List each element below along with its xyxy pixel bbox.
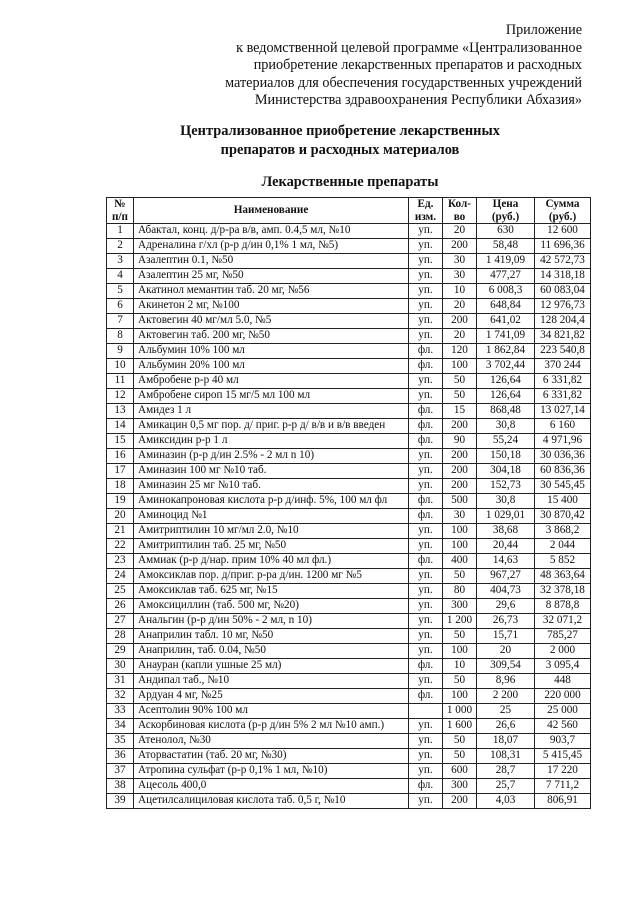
cell-price: 30,8 [477, 419, 535, 434]
cell-price: 18,07 [477, 734, 535, 749]
cell-number: 16 [107, 449, 134, 464]
cell-sum: 32 378,18 [535, 584, 591, 599]
cell-price: 309,54 [477, 659, 535, 674]
table-row [107, 524, 591, 539]
cell-sum: 6 160 [535, 419, 591, 434]
header-price: Цена (руб.) [477, 198, 535, 224]
cell-name: Акинетон 2 мг, №100 [134, 299, 409, 314]
cell-name: Амикацин 0,5 мг пор. д/ приг. р-р д/ в/в и в/в введен [134, 419, 409, 434]
table-row [107, 404, 591, 419]
cell-number: 2 [107, 239, 134, 254]
cell-sum: 5 852 [535, 554, 591, 569]
header-name: Наименование [134, 198, 409, 224]
header-sum: Сумма (руб.) [535, 198, 591, 224]
cell-number: 19 [107, 494, 134, 509]
table-row [107, 509, 591, 524]
cell-number: 8 [107, 329, 134, 344]
cell-name: Абактал, конц. д/р-ра в/в, амп. 0.4,5 мл, №10 [134, 224, 409, 239]
cell-price: 126,64 [477, 374, 535, 389]
cell-quantity: 200 [443, 794, 477, 809]
cell-number: 25 [107, 584, 134, 599]
table-row [107, 719, 591, 734]
cell-unit: фл. [409, 779, 443, 794]
header-quantity: Кол- во [443, 198, 477, 224]
cell-name: Амитриптилин 10 мг/мл 2.0, №10 [134, 524, 409, 539]
cell-name: Аминоцид №1 [134, 509, 409, 524]
cell-number: 4 [107, 269, 134, 284]
header-unit: Ед. изм. [409, 198, 443, 224]
cell-sum: 5 415,45 [535, 749, 591, 764]
table-row [107, 269, 591, 284]
cell-number: 9 [107, 344, 134, 359]
cell-quantity: 200 [443, 449, 477, 464]
cell-price: 404,73 [477, 584, 535, 599]
cell-number: 1 [107, 224, 134, 239]
cell-unit: фл. [409, 344, 443, 359]
cell-number: 29 [107, 644, 134, 659]
cell-sum: 42 560 [535, 719, 591, 734]
cell-number: 28 [107, 629, 134, 644]
cell-quantity: 400 [443, 554, 477, 569]
table-row [107, 794, 591, 809]
table-row [107, 539, 591, 554]
cell-price: 38,68 [477, 524, 535, 539]
cell-name: Амоксиклав пор. д/приг. р-ра д/ин. 1200 мг №5 [134, 569, 409, 584]
cell-number: 27 [107, 614, 134, 629]
cell-name: Анаприлин, таб. 0.04, №50 [134, 644, 409, 659]
cell-name: Аторвастатин (таб. 20 мг, №30) [134, 749, 409, 764]
cell-price: 150,18 [477, 449, 535, 464]
cell-quantity: 80 [443, 584, 477, 599]
cell-name: Амоксиклав таб. 625 мг, №15 [134, 584, 409, 599]
cell-unit: уп. [409, 299, 443, 314]
cell-number: 6 [107, 299, 134, 314]
cell-price: 58,48 [477, 239, 535, 254]
table-row [107, 254, 591, 269]
cell-number: 38 [107, 779, 134, 794]
cell-sum: 8 878,8 [535, 599, 591, 614]
cell-price: 30,8 [477, 494, 535, 509]
annex-line: Приложение [505, 22, 582, 38]
cell-price: 8,96 [477, 674, 535, 689]
cell-name: Анаприлин табл. 10 мг, №50 [134, 629, 409, 644]
cell-name: Альбумин 20% 100 мл [134, 359, 409, 374]
table-row [107, 479, 591, 494]
cell-price: 126,64 [477, 389, 535, 404]
cell-unit: фл. [409, 434, 443, 449]
cell-price: 20 [477, 644, 535, 659]
annex-line: Министерства здравоохранения Республики Абхазия» [254, 92, 582, 109]
table-row [107, 344, 591, 359]
cell-sum: 17 220 [535, 764, 591, 779]
cell-name: Акатинол мемантин таб. 20 мг, №56 [134, 284, 409, 299]
table-row [107, 734, 591, 749]
cell-sum: 3 868,2 [535, 524, 591, 539]
cell-quantity: 1 000 [443, 704, 477, 719]
cell-quantity: 300 [443, 599, 477, 614]
cell-quantity: 50 [443, 374, 477, 389]
cell-unit: уп. [409, 644, 443, 659]
annex-note [142, 22, 582, 110]
cell-quantity: 20 [443, 224, 477, 239]
cell-name: Альбумин 10% 100 мл [134, 344, 409, 359]
cell-sum: 785,27 [535, 629, 591, 644]
cell-unit: уп. [409, 764, 443, 779]
cell-unit: уп. [409, 794, 443, 809]
cell-price: 20,44 [477, 539, 535, 554]
cell-price: 967,27 [477, 569, 535, 584]
cell-unit: уп. [409, 239, 443, 254]
cell-number: 35 [107, 734, 134, 749]
cell-name: Азалептин 0.1, №50 [134, 254, 409, 269]
table-row [107, 779, 591, 794]
cell-price: 648,84 [477, 299, 535, 314]
cell-number: 31 [107, 674, 134, 689]
cell-name: Актовегин таб. 200 мг, №50 [134, 329, 409, 344]
cell-number: 20 [107, 509, 134, 524]
cell-quantity: 200 [443, 239, 477, 254]
cell-name: Амоксициллин (таб. 500 мг, №20) [134, 599, 409, 614]
cell-unit: уп. [409, 224, 443, 239]
cell-name: Анальгин (р-р д/ин 50% - 2 мл, n 10) [134, 614, 409, 629]
cell-price: 304,18 [477, 464, 535, 479]
cell-number: 21 [107, 524, 134, 539]
cell-sum: 11 696,36 [535, 239, 591, 254]
cell-sum: 30 036,36 [535, 449, 591, 464]
cell-sum: 12 600 [535, 224, 591, 239]
cell-quantity: 20 [443, 299, 477, 314]
cell-sum: 806,91 [535, 794, 591, 809]
cell-number: 34 [107, 719, 134, 734]
cell-name: Амбробене сироп 15 мг/5 мл 100 мл [134, 389, 409, 404]
cell-unit: уп. [409, 734, 443, 749]
document-title [0, 122, 640, 159]
cell-quantity: 50 [443, 389, 477, 404]
table-row [107, 329, 591, 344]
annex-line: материалов для обеспечения государственных учреждений [225, 74, 582, 91]
table-row [107, 494, 591, 509]
cell-sum: 42 572,73 [535, 254, 591, 269]
cell-sum: 128 204,4 [535, 314, 591, 329]
cell-quantity: 200 [443, 419, 477, 434]
table-row [107, 704, 591, 719]
cell-sum: 2 000 [535, 644, 591, 659]
cell-sum: 30 545,45 [535, 479, 591, 494]
table-row [107, 749, 591, 764]
cell-name: Азалептин 25 мг, №50 [134, 269, 409, 284]
cell-price: 630 [477, 224, 535, 239]
cell-quantity: 50 [443, 749, 477, 764]
cell-number: 30 [107, 659, 134, 674]
table-row [107, 554, 591, 569]
cell-sum: 223 540,8 [535, 344, 591, 359]
cell-price: 6 008,3 [477, 284, 535, 299]
table-row [107, 239, 591, 254]
cell-sum: 448 [535, 674, 591, 689]
cell-number: 22 [107, 539, 134, 554]
cell-name: Аскорбиновая кислота (р-р д/ин 5% 2 мл №10 амп.) [134, 719, 409, 734]
cell-sum: 12 976,73 [535, 299, 591, 314]
cell-price: 25,7 [477, 779, 535, 794]
table-row [107, 374, 591, 389]
table-row [107, 299, 591, 314]
cell-number: 32 [107, 689, 134, 704]
cell-quantity: 50 [443, 674, 477, 689]
cell-sum: 2 044 [535, 539, 591, 554]
drugs-table [106, 197, 591, 809]
cell-unit: уп. [409, 674, 443, 689]
cell-price: 29,6 [477, 599, 535, 614]
cell-price: 4,03 [477, 794, 535, 809]
cell-price: 477,27 [477, 269, 535, 284]
cell-quantity: 1 600 [443, 719, 477, 734]
cell-sum: 3 095,4 [535, 659, 591, 674]
cell-quantity: 100 [443, 689, 477, 704]
cell-name: Ацетилсалициловая кислота таб. 0,5 г, №10 [134, 794, 409, 809]
table-row [107, 284, 591, 299]
title-line: Централизованное приобретение лекарственных [180, 123, 500, 139]
cell-quantity: 1 200 [443, 614, 477, 629]
cell-unit: уп. [409, 584, 443, 599]
table-row [107, 389, 591, 404]
cell-sum: 370 244 [535, 359, 591, 374]
cell-quantity: 50 [443, 629, 477, 644]
cell-name: Атенолол, №30 [134, 734, 409, 749]
cell-price: 108,31 [477, 749, 535, 764]
cell-unit: уп. [409, 524, 443, 539]
cell-unit: уп. [409, 374, 443, 389]
cell-sum: 6 331,82 [535, 389, 591, 404]
cell-unit: фл. [409, 359, 443, 374]
cell-number: 10 [107, 359, 134, 374]
cell-quantity: 300 [443, 779, 477, 794]
cell-quantity: 200 [443, 479, 477, 494]
cell-name: Аммиак (р-р д/нар. прим 10% 40 мл фл.) [134, 554, 409, 569]
table-row [107, 629, 591, 644]
cell-number: 36 [107, 749, 134, 764]
cell-quantity: 200 [443, 464, 477, 479]
cell-quantity: 20 [443, 329, 477, 344]
cell-price: 15,71 [477, 629, 535, 644]
cell-unit: уп. [409, 599, 443, 614]
cell-number: 15 [107, 434, 134, 449]
cell-name: Ацесоль 400,0 [134, 779, 409, 794]
cell-name: Ардуан 4 мг, №25 [134, 689, 409, 704]
cell-number: 3 [107, 254, 134, 269]
cell-quantity: 15 [443, 404, 477, 419]
cell-price: 25 [477, 704, 535, 719]
header-number: № п/п [107, 198, 134, 224]
cell-name: Анауран (капли ушные 25 мл) [134, 659, 409, 674]
cell-name: Аминазин 100 мг №10 таб. [134, 464, 409, 479]
table-row [107, 359, 591, 374]
cell-sum: 60 836,36 [535, 464, 591, 479]
cell-quantity: 500 [443, 494, 477, 509]
cell-price: 3 702,44 [477, 359, 535, 374]
cell-number: 13 [107, 404, 134, 419]
cell-unit: уп. [409, 464, 443, 479]
cell-quantity: 50 [443, 569, 477, 584]
cell-quantity: 10 [443, 659, 477, 674]
table-row [107, 674, 591, 689]
table-row [107, 224, 591, 239]
cell-name: Амбробене р-р 40 мл [134, 374, 409, 389]
section-subtitle: Лекарственные препараты [261, 174, 439, 190]
cell-unit: уп. [409, 449, 443, 464]
cell-sum: 15 400 [535, 494, 591, 509]
annex-line: приобретение лекарственных препаратов и расходных [253, 57, 582, 74]
cell-price: 55,24 [477, 434, 535, 449]
table-row [107, 764, 591, 779]
cell-quantity: 100 [443, 359, 477, 374]
cell-price: 26,73 [477, 614, 535, 629]
table-row [107, 434, 591, 449]
cell-sum: 220 000 [535, 689, 591, 704]
cell-quantity: 200 [443, 314, 477, 329]
cell-price: 1 419,09 [477, 254, 535, 269]
cell-number: 12 [107, 389, 134, 404]
cell-number: 17 [107, 464, 134, 479]
cell-name: Амитриптилин таб. 25 мг, №50 [134, 539, 409, 554]
cell-name: Аминокапроновая кислота р-р д/инф. 5%, 100 мл фл [134, 494, 409, 509]
table-row [107, 689, 591, 704]
cell-unit: уп. [409, 479, 443, 494]
cell-unit: фл. [409, 494, 443, 509]
cell-unit: фл. [409, 689, 443, 704]
cell-sum: 34 821,82 [535, 329, 591, 344]
cell-unit: уп. [409, 614, 443, 629]
annex-line: к ведомственной целевой программе «Централизованное [236, 39, 582, 56]
table-row [107, 659, 591, 674]
cell-unit: фл. [409, 419, 443, 434]
cell-quantity: 30 [443, 269, 477, 284]
cell-unit: уп. [409, 254, 443, 269]
cell-name: Амидез 1 л [134, 404, 409, 419]
cell-price: 641,02 [477, 314, 535, 329]
cell-quantity: 100 [443, 644, 477, 659]
cell-number: 37 [107, 764, 134, 779]
cell-unit: фл. [409, 404, 443, 419]
cell-unit: уп. [409, 719, 443, 734]
cell-sum: 32 071,2 [535, 614, 591, 629]
title-line: препаратов и расходных материалов [220, 141, 460, 158]
cell-quantity: 50 [443, 734, 477, 749]
cell-unit: уп. [409, 284, 443, 299]
table-row [107, 614, 591, 629]
table-row [107, 464, 591, 479]
cell-name: Адреналина г/хл (р-р д/ин 0,1% 1 мл, №5) [134, 239, 409, 254]
cell-number: 26 [107, 599, 134, 614]
cell-number: 5 [107, 284, 134, 299]
cell-number: 11 [107, 374, 134, 389]
cell-quantity: 30 [443, 509, 477, 524]
cell-unit [409, 704, 443, 719]
cell-sum: 14 318,18 [535, 269, 591, 284]
cell-price: 14,63 [477, 554, 535, 569]
cell-quantity: 600 [443, 764, 477, 779]
cell-quantity: 100 [443, 539, 477, 554]
cell-number: 14 [107, 419, 134, 434]
cell-sum: 13 027,14 [535, 404, 591, 419]
cell-unit: уп. [409, 329, 443, 344]
cell-sum: 25 000 [535, 704, 591, 719]
cell-name: Андипал таб., №10 [134, 674, 409, 689]
table-row [107, 584, 591, 599]
cell-number: 23 [107, 554, 134, 569]
cell-name: Актовегин 40 мг/мл 5.0, №5 [134, 314, 409, 329]
table-row [107, 449, 591, 464]
cell-name: Аминазин (р-р д/ин 2.5% - 2 мл n 10) [134, 449, 409, 464]
cell-name: Атропина сульфат (р-р 0,1% 1 мл, №10) [134, 764, 409, 779]
cell-price: 152,73 [477, 479, 535, 494]
cell-price: 1 862,84 [477, 344, 535, 359]
cell-sum: 60 083,04 [535, 284, 591, 299]
cell-unit: уп. [409, 629, 443, 644]
cell-name: Амиксидин р-р 1 л [134, 434, 409, 449]
cell-unit: уп. [409, 269, 443, 284]
cell-quantity: 30 [443, 254, 477, 269]
cell-price: 868,48 [477, 404, 535, 419]
cell-sum: 48 363,64 [535, 569, 591, 584]
cell-price: 1 741,09 [477, 329, 535, 344]
table-row [107, 569, 591, 584]
cell-unit: уп. [409, 314, 443, 329]
table-header-row [107, 198, 591, 224]
cell-name: Асептолин 90% 100 мл [134, 704, 409, 719]
cell-unit: уп. [409, 389, 443, 404]
cell-unit: уп. [409, 539, 443, 554]
cell-quantity: 10 [443, 284, 477, 299]
cell-sum: 903,7 [535, 734, 591, 749]
cell-number: 39 [107, 794, 134, 809]
cell-number: 18 [107, 479, 134, 494]
cell-number: 7 [107, 314, 134, 329]
table-row [107, 644, 591, 659]
cell-number: 33 [107, 704, 134, 719]
cell-sum: 4 971,96 [535, 434, 591, 449]
cell-name: Аминазин 25 мг №10 таб. [134, 479, 409, 494]
cell-unit: уп. [409, 569, 443, 584]
table-row [107, 599, 591, 614]
cell-number: 24 [107, 569, 134, 584]
cell-unit: фл. [409, 659, 443, 674]
cell-price: 28,7 [477, 764, 535, 779]
cell-price: 1 029,01 [477, 509, 535, 524]
cell-quantity: 120 [443, 344, 477, 359]
cell-sum: 30 870,42 [535, 509, 591, 524]
cell-unit: уп. [409, 749, 443, 764]
cell-unit: фл. [409, 509, 443, 524]
cell-sum: 7 711,2 [535, 779, 591, 794]
cell-price: 26,6 [477, 719, 535, 734]
cell-price: 2 200 [477, 689, 535, 704]
table-row [107, 314, 591, 329]
cell-quantity: 100 [443, 524, 477, 539]
table-body [107, 224, 591, 809]
table-row [107, 419, 591, 434]
cell-sum: 6 331,82 [535, 374, 591, 389]
cell-quantity: 90 [443, 434, 477, 449]
cell-unit: фл. [409, 554, 443, 569]
